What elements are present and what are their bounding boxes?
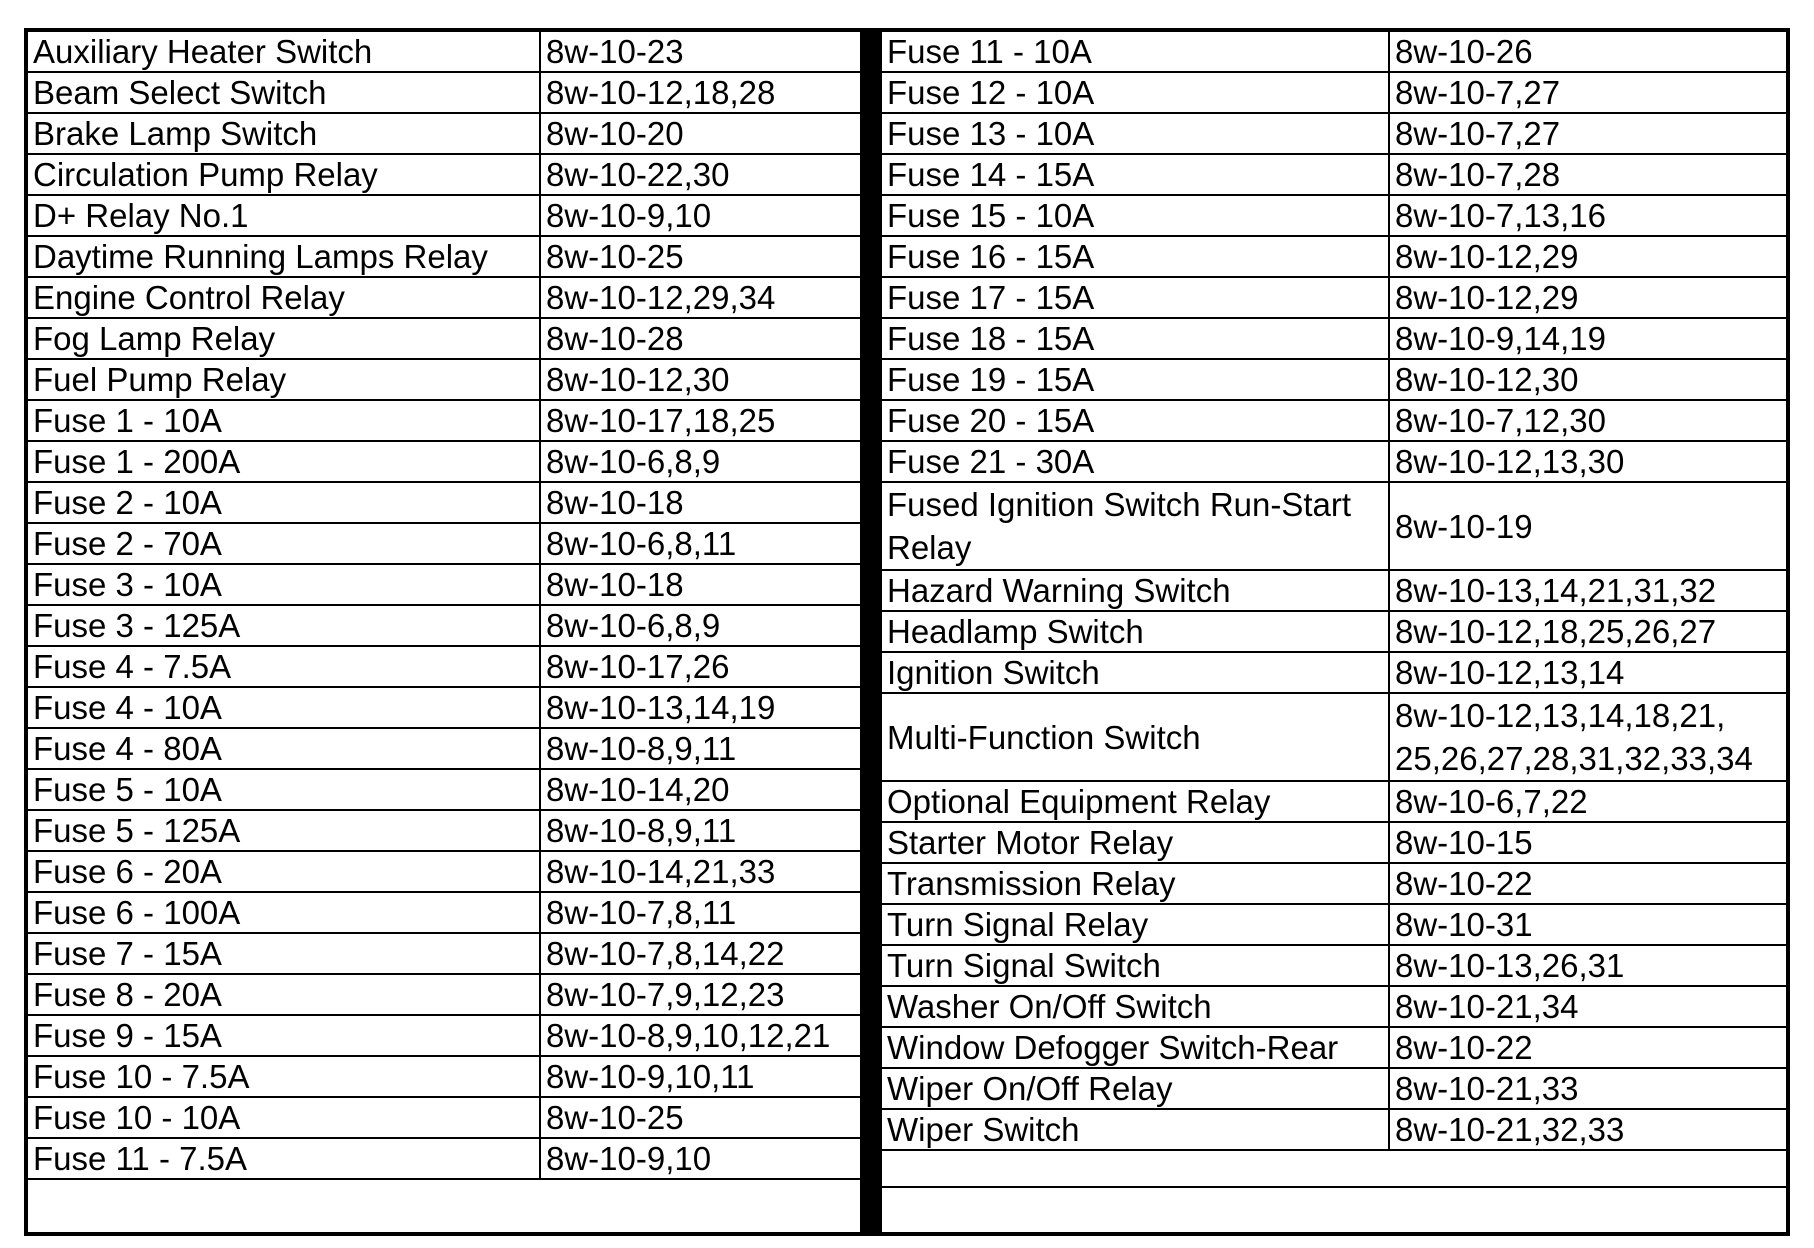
page-reference: 8w-10-18 [540, 482, 860, 523]
page-reference: 8w-10-26 [1389, 32, 1786, 72]
component-name: Daytime Running Lamps Relay [28, 236, 540, 277]
page-reference: 8w-10-8,9,11 [540, 810, 860, 851]
component-name: Transmission Relay [882, 863, 1389, 904]
page-reference: 8w-10-6,8,9 [540, 441, 860, 482]
component-name: Fuse 2 - 70A [28, 523, 540, 564]
component-name: Engine Control Relay [28, 277, 540, 318]
table-row [28, 687, 860, 728]
page-reference: 8w-10-12,29 [1389, 236, 1786, 277]
page-reference: 8w-10-22,30 [540, 154, 860, 195]
component-name: Fuse 8 - 20A [28, 974, 540, 1015]
page-reference: 8w-10-13,14,21,31,32 [1389, 570, 1786, 611]
page-reference: 8w-10-12,18,25,26,27 [1389, 611, 1786, 652]
table-row [28, 769, 860, 810]
table-row [28, 564, 860, 605]
table-row [28, 892, 860, 933]
table-row [28, 728, 860, 769]
left-index-column [28, 32, 860, 1232]
component-name: Fuse 3 - 125A [28, 605, 540, 646]
table-row [28, 318, 860, 359]
table-row [28, 32, 860, 72]
page-reference: 8w-10-7,8,11 [540, 892, 860, 933]
page-reference: 8w-10-25 [540, 236, 860, 277]
page-reference: 8w-10-21,33 [1389, 1068, 1786, 1109]
page-reference: 8w-10-7,27 [1389, 113, 1786, 154]
page-reference: 8w-10-14,20 [540, 769, 860, 810]
component-name: Headlamp Switch [882, 611, 1389, 652]
table-row [882, 400, 1786, 441]
table-row [28, 933, 860, 974]
page-reference: 8w-10-22 [1389, 1027, 1786, 1068]
component-name: Fog Lamp Relay [28, 318, 540, 359]
table-row [28, 72, 860, 113]
page-reference: 8w-10-19 [1389, 482, 1786, 570]
table-row [882, 611, 1786, 652]
table-row [28, 605, 860, 646]
table-row [28, 1097, 860, 1138]
table-row [882, 652, 1786, 693]
component-name: Fuse 7 - 15A [28, 933, 540, 974]
table-row [28, 523, 860, 564]
table-row [28, 974, 860, 1015]
component-name: Fuse 10 - 7.5A [28, 1056, 540, 1097]
table-row [28, 113, 860, 154]
component-name: D+ Relay No.1 [28, 195, 540, 236]
page-reference: 8w-10-12,29,34 [540, 277, 860, 318]
component-name: Fuse 9 - 15A [28, 1015, 540, 1056]
component-name: Ignition Switch [882, 652, 1389, 693]
component-name: Wiper On/Off Relay [882, 1068, 1389, 1109]
component-name: Hazard Warning Switch [882, 570, 1389, 611]
page-reference: 8w-10-21,32,33 [1389, 1109, 1786, 1150]
component-name: Fuse 6 - 20A [28, 851, 540, 892]
component-name: Fuse 20 - 15A [882, 400, 1389, 441]
table-row [882, 482, 1786, 570]
page-reference: 8w-10-20 [540, 113, 860, 154]
component-name: Fuse 13 - 10A [882, 113, 1389, 154]
empty-cell [882, 1150, 1786, 1187]
table-row [882, 1068, 1786, 1109]
table-row [882, 72, 1786, 113]
page-reference: 8w-10-13,14,19 [540, 687, 860, 728]
table-row [882, 359, 1786, 400]
table-row [882, 1027, 1786, 1068]
page-reference: 8w-10-21,34 [1389, 986, 1786, 1027]
component-name: Beam Select Switch [28, 72, 540, 113]
component-name: Fuel Pump Relay [28, 359, 540, 400]
page-reference: 8w-10-13,26,31 [1389, 945, 1786, 986]
component-name: Fuse 5 - 10A [28, 769, 540, 810]
component-name: Auxiliary Heater Switch [28, 32, 540, 72]
table-row [882, 1109, 1786, 1150]
page-reference: 8w-10-9,14,19 [1389, 318, 1786, 359]
component-name: Fuse 4 - 80A [28, 728, 540, 769]
table-row [882, 693, 1786, 781]
component-name: Fuse 16 - 15A [882, 236, 1389, 277]
right-index-table [882, 32, 1786, 1188]
page-reference: 8w-10-12,13,14 [1389, 652, 1786, 693]
table-row [882, 822, 1786, 863]
page-reference: 8w-10-12,30 [540, 359, 860, 400]
page-reference: 8w-10-6,8,9 [540, 605, 860, 646]
page-reference: 8w-10-7,12,30 [1389, 400, 1786, 441]
component-name: Optional Equipment Relay [882, 781, 1389, 822]
page-reference: 8w-10-9,10 [540, 1138, 860, 1179]
page-reference: 8w-10-25 [540, 1097, 860, 1138]
component-name: Starter Motor Relay [882, 822, 1389, 863]
component-name: Fuse 4 - 10A [28, 687, 540, 728]
table-row [882, 781, 1786, 822]
table-row [882, 113, 1786, 154]
component-name: Fuse 4 - 7.5A [28, 646, 540, 687]
table-row [28, 400, 860, 441]
page-reference: 8w-10-22 [1389, 863, 1786, 904]
page-reference: 8w-10-12,13,14,18,21, 25,26,27,28,31,32,33,34 [1389, 693, 1786, 781]
component-name: Fuse 6 - 100A [28, 892, 540, 933]
table-row [28, 646, 860, 687]
page-reference: 8w-10-8,9,11 [540, 728, 860, 769]
page-reference: 8w-10-28 [540, 318, 860, 359]
page-reference: 8w-10-15 [1389, 822, 1786, 863]
component-name: Fuse 12 - 10A [882, 72, 1389, 113]
page-reference: 8w-10-7,28 [1389, 154, 1786, 195]
page-reference: 8w-10-31 [1389, 904, 1786, 945]
table-row [28, 441, 860, 482]
table-row [28, 1138, 860, 1179]
table-row [882, 236, 1786, 277]
table-row [28, 482, 860, 523]
table-row [882, 986, 1786, 1027]
component-name: Fuse 1 - 200A [28, 441, 540, 482]
table-row [28, 1015, 860, 1056]
page-reference: 8w-10-17,26 [540, 646, 860, 687]
component-name: Fuse 17 - 15A [882, 277, 1389, 318]
table-row [882, 570, 1786, 611]
page-reference: 8w-10-9,10,11 [540, 1056, 860, 1097]
page-reference: 8w-10-6,8,11 [540, 523, 860, 564]
table-row [882, 32, 1786, 72]
table-row [882, 441, 1786, 482]
component-name: Turn Signal Switch [882, 945, 1389, 986]
component-name: Fuse 11 - 7.5A [28, 1138, 540, 1179]
table-row [882, 277, 1786, 318]
component-name: Fuse 2 - 10A [28, 482, 540, 523]
table-row [28, 195, 860, 236]
page-reference: 8w-10-12,30 [1389, 359, 1786, 400]
page-reference: 8w-10-23 [540, 32, 860, 72]
empty-row [882, 1150, 1786, 1187]
page-reference: 8w-10-7,9,12,23 [540, 974, 860, 1015]
right-index-column [882, 32, 1786, 1232]
page-reference: 8w-10-8,9,10,12,21 [540, 1015, 860, 1056]
component-name: Fuse 15 - 10A [882, 195, 1389, 236]
table-row [882, 154, 1786, 195]
table-row [882, 863, 1786, 904]
component-name: Circulation Pump Relay [28, 154, 540, 195]
page-reference: 8w-10-12,29 [1389, 277, 1786, 318]
table-row [882, 195, 1786, 236]
index-table-frame [24, 28, 1790, 1236]
page-reference: 8w-10-7,8,14,22 [540, 933, 860, 974]
component-name: Fuse 18 - 15A [882, 318, 1389, 359]
component-name: Fused Ignition Switch Run-Start Relay [882, 482, 1389, 570]
component-name: Fuse 11 - 10A [882, 32, 1389, 72]
table-row [28, 154, 860, 195]
component-name: Window Defogger Switch-Rear [882, 1027, 1389, 1068]
component-name: Fuse 10 - 10A [28, 1097, 540, 1138]
table-row [28, 277, 860, 318]
page-reference: 8w-10-17,18,25 [540, 400, 860, 441]
table-row [28, 236, 860, 277]
table-row [882, 318, 1786, 359]
page-reference: 8w-10-12,13,30 [1389, 441, 1786, 482]
page-reference: 8w-10-9,10 [540, 195, 860, 236]
page-reference: 8w-10-6,7,22 [1389, 781, 1786, 822]
page-reference: 8w-10-12,18,28 [540, 72, 860, 113]
component-name: Brake Lamp Switch [28, 113, 540, 154]
component-name: Fuse 21 - 30A [882, 441, 1389, 482]
page-reference: 8w-10-14,21,33 [540, 851, 860, 892]
component-name: Multi-Function Switch [882, 693, 1389, 781]
table-row [882, 945, 1786, 986]
table-row [28, 1056, 860, 1097]
component-name: Fuse 3 - 10A [28, 564, 540, 605]
component-name: Fuse 5 - 125A [28, 810, 540, 851]
component-name: Wiper Switch [882, 1109, 1389, 1150]
component-name: Fuse 1 - 10A [28, 400, 540, 441]
component-name: Fuse 19 - 15A [882, 359, 1389, 400]
component-name: Fuse 14 - 15A [882, 154, 1389, 195]
table-row [882, 904, 1786, 945]
table-row [28, 359, 860, 400]
page-reference: 8w-10-7,27 [1389, 72, 1786, 113]
page-reference: 8w-10-18 [540, 564, 860, 605]
component-name: Washer On/Off Switch [882, 986, 1389, 1027]
component-name: Turn Signal Relay [882, 904, 1389, 945]
left-index-table [28, 32, 860, 1180]
page-reference: 8w-10-7,13,16 [1389, 195, 1786, 236]
table-row [28, 810, 860, 851]
table-row [28, 851, 860, 892]
